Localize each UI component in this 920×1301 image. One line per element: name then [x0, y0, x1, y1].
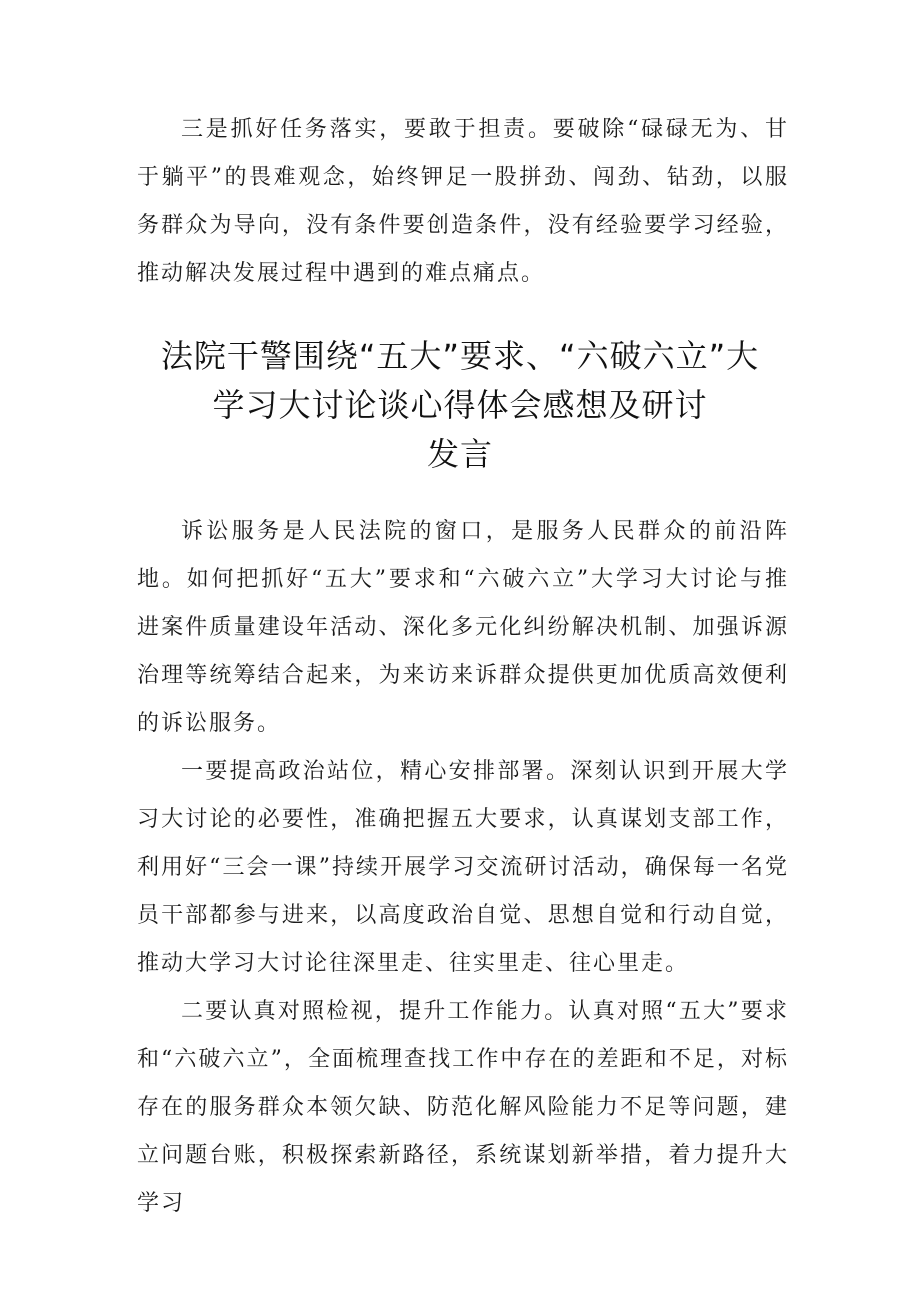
- body-section: [137, 508, 789, 1228]
- title-line-3: 发言: [426, 435, 493, 473]
- title-line-2: 学习大讨论谈心得体会感想及研讨: [212, 386, 708, 424]
- intro-paragraph: 三是抓好任务落实，要敢于担责。要破除“碌碌无为、甘于躺平”的畏难观念，始终钾足一股拼劲、闯劲、钻劲，以服务群众为导向，没有条件要创造条件，没有经验要学习经验，推动解决发展过程中遇到的难点痛点。: [137, 117, 789, 286]
- body-paragraph-2: 一要提高政治站位，精心安排部署。深刻认识到开展大学习大讨论的必要性，准确把握五大要求，认真谋划支部工作，利用好“三会一课”持续开展学习交流研讨活动，确保每一名党员干部都参与进来，以高度政治自觉、思想自觉和行动自觉，推动大学习大讨论往深里走、往实里走、往心里走。: [137, 759, 789, 976]
- body-paragraph-3: 二要认真对照检视，提升工作能力。认真对照“五大”要求和“六破六立”，全面梳理查找工作中存在的差距和不足，对标存在的服务群众本领欠缺、防范化解风险能力不足等问题，建立问题台账，积极探索新路径，系统谋划新举措，着力提升大学习: [137, 999, 789, 1216]
- title-line-1: 法院干警围绕“五大”要求、“六破六立”大: [160, 337, 760, 375]
- body-paragraph-1: 诉讼服务是人民法院的窗口，是服务人民群众的前沿阵地。如何把抓好“五大”要求和“六破六立”大学习大讨论与推进案件质量建设年活动、深化多元化纠纷解决机制、加强诉源治理等统筹结合起来，为来访来诉群众提供更加优质高效便利的诉讼服务。: [137, 519, 789, 736]
- intro-section: [137, 106, 789, 298]
- document-title: [120, 332, 800, 479]
